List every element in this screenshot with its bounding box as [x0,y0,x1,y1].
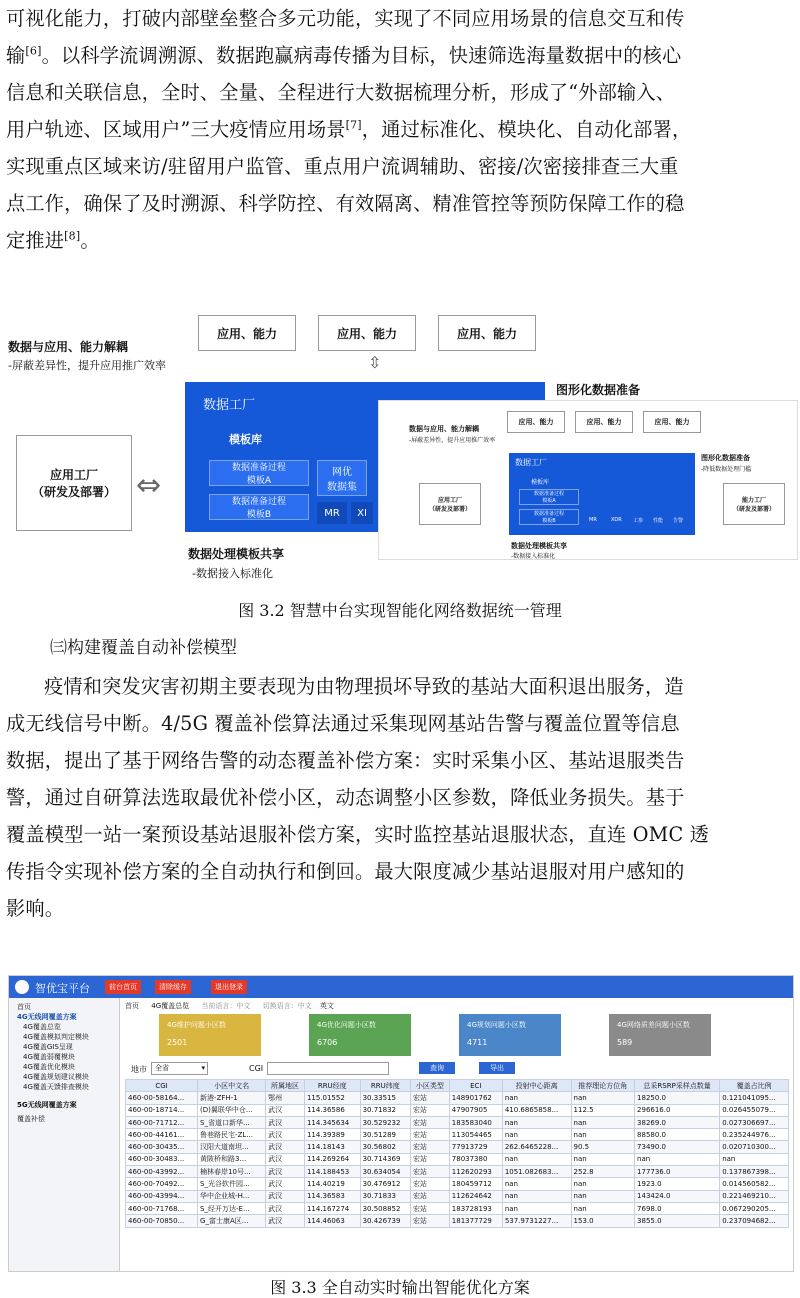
left-title: 数据与应用、能力解耦 [8,340,129,354]
table-cell: 183583040 [449,1116,502,1128]
figure-caption-2: 图 3.3 全自动实时输出智能优化方案 [270,1278,530,1297]
inner-graph-sub: -降低数据处理门槛 [701,466,752,473]
column-header[interactable]: 小区中文名 [198,1080,266,1092]
table-cell: 宏站 [410,1178,449,1190]
sidebar-item-4g[interactable]: 4G无线网覆盖方案 [17,1013,77,1021]
table-cell: 武汉 [266,1178,305,1190]
column-header[interactable]: 小区类型 [410,1080,449,1092]
app-title: 智优宝平台 [35,982,90,995]
template-lib-title: 模板库 [229,433,262,446]
inner-chip-perf: 性能 [653,518,664,524]
inner-chip-mr: MR [589,517,597,523]
table-cell: 宏站 [410,1129,449,1141]
mr-chip: MR [317,502,347,524]
figure-data-platform [0,305,800,595]
table-cell: S_省道口新华... [198,1116,266,1128]
table-cell: 114.188453 [304,1166,360,1178]
inner-app-factory: 应用工厂 （研发及部署） [419,483,481,525]
table-cell: 113054465 [449,1129,502,1141]
app-factory-box: 应用工厂 （研发及部署） [16,435,132,531]
table-cell: 30.634054 [360,1166,410,1178]
sidebar-item[interactable]: 4G覆盖天馈排查模块 [23,1083,89,1091]
table-cell: 114.18143 [304,1141,360,1153]
inner-ability-factory: 能力工厂 （研发及部署） [723,483,785,525]
kpi-tile-optimization[interactable]: 4G优化问题小区数 6706 [309,1014,411,1056]
table-cell: 0.137867398... [720,1166,789,1178]
table-cell: 460-00-30483... [126,1153,198,1165]
table-cell: 73490.0 [635,1141,720,1153]
sidebar [9,998,120,1271]
table-cell: 460-00-70850... [126,1215,198,1227]
table-cell: 460-00-58164... [126,1092,198,1104]
inner-data-factory: 数据工厂 [515,458,547,467]
table-cell: 30.71833 [360,1190,410,1202]
table-cell: 0.027306697... [720,1116,789,1128]
table-row[interactable] [126,1141,789,1153]
table-cell: nan [571,1153,635,1165]
table-cell: 112620293 [449,1166,502,1178]
cgi-input[interactable] [267,1062,389,1075]
cell-table [125,1079,789,1228]
table-cell: nan [502,1153,571,1165]
text-line: 输[6]。以科学流调溯源、数据跑赢病毒传播为目标，快速筛选海量数据中的核心 [6,44,682,67]
language-english-link[interactable]: 英文 [319,1002,334,1010]
app-topbar [9,976,793,998]
figure-caption-1: 图 3.2 智慧中台实现智能化网络数据统一管理 [238,601,562,620]
inner-left-title: 数据与应用、能力解耦 [409,425,479,433]
table-cell: 0.221469210... [720,1190,789,1202]
column-header[interactable]: 所属地区 [266,1080,305,1092]
table-cell: 537.9731227... [502,1215,571,1227]
table-cell: 1923.0 [635,1178,720,1190]
table-cell: nan [571,1202,635,1214]
column-header[interactable]: ECI [449,1080,502,1092]
text-line: 警，通过自研算法选取最优补偿小区，动态调整小区参数，降低业务损失。基于 [6,786,685,809]
table-cell: 宏站 [410,1104,449,1116]
column-header[interactable]: CGI [126,1080,198,1092]
column-header[interactable]: 推荐理论方位角 [571,1080,635,1092]
text-line: 覆盖模型一站一案预设基站退服补偿方案，实时监控基站退服状态，直连 OMC 透 [6,823,710,846]
table-cell: 0.237094682... [720,1215,789,1227]
table-cell: 114.36583 [304,1190,360,1202]
template-a: 数据准备过程 模板A [209,460,309,486]
chevron-down-icon: ▾ [201,1064,205,1072]
citation: [8] [64,229,81,243]
text-line: 信息和关联信息，全时、全量、全程进行大数据梳理分析，形成了“外部输入、 [6,81,676,104]
table-row[interactable] [126,1116,789,1128]
inner-top-box-1: 应用、能力 [507,411,565,433]
text-line: 影响。 [6,897,65,920]
table-cell: 180459712 [449,1178,502,1190]
sidebar-item[interactable]: 4G覆盖优化模块 [23,1063,75,1071]
table-cell: 宏站 [410,1215,449,1227]
sidebar-item[interactable]: 4G覆盖模拟判定模块 [23,1033,89,1041]
data-factory-title: 数据工厂 [203,398,256,413]
tab-home[interactable]: 首页 [125,1002,139,1010]
table-cell: 18250.0 [635,1092,720,1104]
table-cell: 88580.0 [635,1129,720,1141]
table-cell: 武汉 [266,1190,305,1202]
table-cell: 0.026455079... [720,1104,789,1116]
inner-chip-param: 工参 [633,518,644,524]
text-line: 成无线信号中断。4/5G 覆盖补偿算法通过采集现网基站告警与覆盖位置等信息 [6,712,680,735]
city-select[interactable]: 全省 ▾ [151,1062,208,1075]
table-cell: 宏站 [410,1190,449,1202]
nav-logout-button[interactable]: 退出登录 [211,980,247,994]
table-cell: 114.39389 [304,1129,360,1141]
table-row[interactable] [126,1190,789,1202]
table-cell: 汉阳大道南坦... [198,1141,266,1153]
table-cell: 77913729 [449,1141,502,1153]
table-row[interactable] [126,1166,789,1178]
table-cell: 新港-ZFH-1 [198,1092,266,1104]
table-cell: 460-00-30435... [126,1141,198,1153]
table-cell: nan [502,1178,571,1190]
table-cell: 143424.0 [635,1190,720,1202]
table-cell: 武汉 [266,1215,305,1227]
nav-home-button[interactable]: 前台首页 [105,980,141,994]
leftright-arrow-icon: ⇔ [136,468,162,503]
table-cell: nan [571,1190,635,1202]
export-button[interactable]: 导出 [479,1062,515,1074]
table-cell: 30.426739 [360,1215,410,1227]
column-header[interactable]: 投射中心距离 [502,1080,571,1092]
nested-diagram [378,400,798,560]
table-cell: 黄陂桥和路3... [198,1153,266,1165]
top-box-2: 应用、能力 [318,315,416,351]
city-filter-label: 地市 [131,1065,147,1074]
table-cell: 武汉 [266,1141,305,1153]
sidebar-item[interactable]: 4G覆盖GIS呈现 [23,1043,73,1051]
table-cell: nan [502,1190,571,1202]
sidebar-item[interactable]: 4G覆盖弱覆模块 [23,1053,75,1061]
text-line: 数据，提出了基于网络告警的动态覆盖补偿方案：实时采集小区、基站退服类告 [6,749,685,772]
table-cell: 30.508852 [360,1202,410,1214]
text-line: 点工作，确保了及时溯源、科学防控、有效隔离、精准管控等预防保障工作的稳 [6,192,685,215]
inner-template-b: 数据准备过程 模板B [519,509,579,525]
table-cell: 112624642 [449,1190,502,1202]
table-cell: 楠林春岸10号... [198,1166,266,1178]
column-header[interactable]: RRU纬度 [360,1080,410,1092]
table-row[interactable] [126,1215,789,1227]
table-cell: nan [635,1153,720,1165]
table-cell: 鄂州 [266,1092,305,1104]
nav-clear-cache-button[interactable]: 清除缓存 [155,980,191,994]
netopt-dataset: 网优 数据集 [317,460,367,496]
figure-platform-screenshot [8,975,794,1272]
graph-title: 图形化数据准备 [556,383,641,397]
table-cell: 78037380 [449,1153,502,1165]
table-cell: 宏站 [410,1153,449,1165]
sidebar-item-5g[interactable]: 5G无线网覆盖方案 [17,1101,77,1109]
table-cell: 武汉 [266,1129,305,1141]
inner-chip-xdr: XDR [611,517,622,523]
table-cell: (D)翼联华中仓... [198,1104,266,1116]
inner-left-sub: -屏蔽差异性，提升应用推广效率 [409,437,496,444]
citation: [6] [25,44,42,58]
tab-overview[interactable]: 4G覆盖总览 [151,1002,190,1010]
table-cell: 115.01552 [304,1092,360,1104]
inner-template-a: 数据准备过程 模板A [519,489,579,505]
text-line: 用户轨迹、区域用户”三大疫情应用场景[7]，通过标准化、模块化、自动化部署， [6,118,692,141]
query-button[interactable]: 查询 [419,1062,455,1074]
table-cell: 30.56802 [360,1141,410,1153]
table-row[interactable] [126,1104,789,1116]
current-language: 当前语言：中文 [201,1002,251,1010]
table-cell: nan [571,1116,635,1128]
table-cell: 460-00-71712... [126,1116,198,1128]
table-row[interactable] [126,1153,789,1165]
logo-icon [15,980,29,994]
table-cell: nan [502,1092,571,1104]
table-cell: 177736.0 [635,1166,720,1178]
intro-paragraph [6,0,794,259]
table-cell: 153.0 [571,1215,635,1227]
table-cell: S_经开万达-E... [198,1202,266,1214]
citation: [7] [345,118,362,132]
table-cell: nan [571,1178,635,1190]
table-cell: nan [502,1116,571,1128]
table-cell: 460-00-44161... [126,1129,198,1141]
table-cell: 30.714369 [360,1153,410,1165]
table-cell: 武汉 [266,1202,305,1214]
table-cell: 武汉 [266,1166,305,1178]
table-cell: 30.71832 [360,1104,410,1116]
table-cell: 0.020710300... [720,1141,789,1153]
left-subtitle: -屏蔽差异性，提升应用推广效率 [8,359,166,372]
table-cell: 114.345634 [304,1116,360,1128]
table-cell: 0.235244976... [720,1129,789,1141]
table-cell: 1051.082683... [502,1166,571,1178]
data-factory-panel [185,382,385,532]
table-cell: 460-00-43992... [126,1166,198,1178]
table-cell: 90.5 [571,1141,635,1153]
table-row[interactable] [126,1092,789,1104]
inner-top-box-3: 应用、能力 [643,411,701,433]
template-b: 数据准备过程 模板B [209,494,309,520]
table-cell: 296616.0 [635,1104,720,1116]
table-cell: 7698.0 [635,1202,720,1214]
table-cell: 华中企业城-H... [198,1190,266,1202]
inner-top-box-2: 应用、能力 [575,411,633,433]
table-cell: 武汉 [266,1104,305,1116]
sidebar-item-compensation[interactable]: 覆盖补偿 [17,1115,45,1123]
table-cell: 38269.0 [635,1116,720,1128]
inner-share-sub: -数据接入标准化 [511,553,556,560]
table-cell: 460-00-18714... [126,1104,198,1116]
table-cell: nan [571,1092,635,1104]
breadcrumb [125,1001,334,1011]
text-line: 疫情和突发灾害初期主要表现为由物理损坏导致的基站大面积退出服务，造 [44,675,684,698]
table-cell: 114.40219 [304,1178,360,1190]
table-cell: 47907905 [449,1104,502,1116]
top-box-1: 应用、能力 [198,315,296,351]
text-line: 实现重点区域来访/驻留用户监管、重点用户流调辅助、密接/次密接排查三大重 [6,155,679,178]
table-cell: 0.014560582... [720,1178,789,1190]
text-line: 可视化能力，打破内部壁垒整合多元功能，实现了不同应用场景的信息交互和传 [6,7,685,30]
table-cell: 0.121041095... [720,1092,789,1104]
table-cell: nan [502,1202,571,1214]
text-line: 定推进[8]。 [6,229,100,252]
sidebar-item-home[interactable]: 首页 [17,1003,31,1011]
table-cell: S_光谷软件园... [198,1178,266,1190]
table-cell: 148901762 [449,1092,502,1104]
table-cell: 30.476912 [360,1178,410,1190]
table-cell: 181377729 [449,1215,502,1227]
sidebar-item[interactable]: 4G覆盖总览 [23,1023,61,1031]
table-cell: 410.6865858... [502,1104,571,1116]
switch-language: 切换语言：中文 [262,1002,312,1010]
cgi-filter-label: CGI [249,1064,264,1073]
inner-share-title: 数据处理模板共享 [511,542,567,550]
table-cell: 252.8 [571,1166,635,1178]
table-cell: 460-00-43994... [126,1190,198,1202]
column-header[interactable]: 覆盖占比例 [720,1080,789,1092]
table-cell: 114.46063 [304,1215,360,1227]
table-cell: 30.51289 [360,1129,410,1141]
inner-template-lib: 模板库 [531,479,550,486]
xd-chip: XI [351,502,373,524]
updown-arrow-icon: ⇳ [368,353,382,372]
table-cell: 262.6465228... [502,1141,571,1153]
table-cell: 3855.0 [635,1215,720,1227]
table-cell: nan [502,1129,571,1141]
body-paragraph [6,668,794,927]
table-row[interactable] [126,1178,789,1190]
table-cell: 鲁巷路民宅-ZL... [198,1129,266,1141]
table-cell: 112.5 [571,1104,635,1116]
inner-blue-panel [509,453,695,535]
share-subtitle: -数据接入标准化 [192,567,273,580]
table-cell: 114.269264 [304,1153,360,1165]
table-cell: 460-00-71768... [126,1202,198,1214]
table-cell: 武汉 [266,1116,305,1128]
table-cell: 114.167274 [304,1202,360,1214]
kpi-tile-planning[interactable]: 4G规划问题小区数 4711 [459,1014,561,1056]
inner-chip-alarm: 告警 [673,518,684,524]
share-title: 数据处理模板共享 [188,547,285,561]
table-row[interactable] [126,1202,789,1214]
table-cell: 0.067290205... [720,1202,789,1214]
table-cell: 宏站 [410,1116,449,1128]
table-cell: nan [720,1153,789,1165]
table-cell: 武汉 [266,1153,305,1165]
table-cell: nan [571,1129,635,1141]
table-cell: 宏站 [410,1092,449,1104]
kpi-tile-maintenance[interactable]: 4G维护问题小区数 2501 [159,1014,261,1056]
table-cell: 宏站 [410,1141,449,1153]
table-cell: 30.33515 [360,1092,410,1104]
table-cell: 114.36586 [304,1104,360,1116]
column-header[interactable]: 总采RSRP采样点数量 [635,1080,720,1092]
table-cell: 30.529232 [360,1116,410,1128]
table-cell: 460-00-70492... [126,1178,198,1190]
sidebar-item[interactable]: 4G覆盖规划建议模块 [23,1073,89,1081]
inner-graph-title: 图形化数据准备 [701,454,750,462]
table-cell: 183728193 [449,1202,502,1214]
kpi-tile-quality[interactable]: 4G网络质差问题小区数 589 [609,1014,711,1056]
table-cell: G_富士康A区... [198,1215,266,1227]
table-cell: 宏站 [410,1166,449,1178]
section-heading: ㈢构建覆盖自动补偿模型 [50,638,237,658]
top-box-3: 应用、能力 [438,315,536,351]
table-cell: 宏站 [410,1202,449,1214]
column-header[interactable]: RRU经度 [304,1080,360,1092]
text-line: 传指令实现补偿方案的全自动执行和倒回。最大限度减少基站退服对用户感知的 [6,860,685,883]
table-row[interactable] [126,1129,789,1141]
